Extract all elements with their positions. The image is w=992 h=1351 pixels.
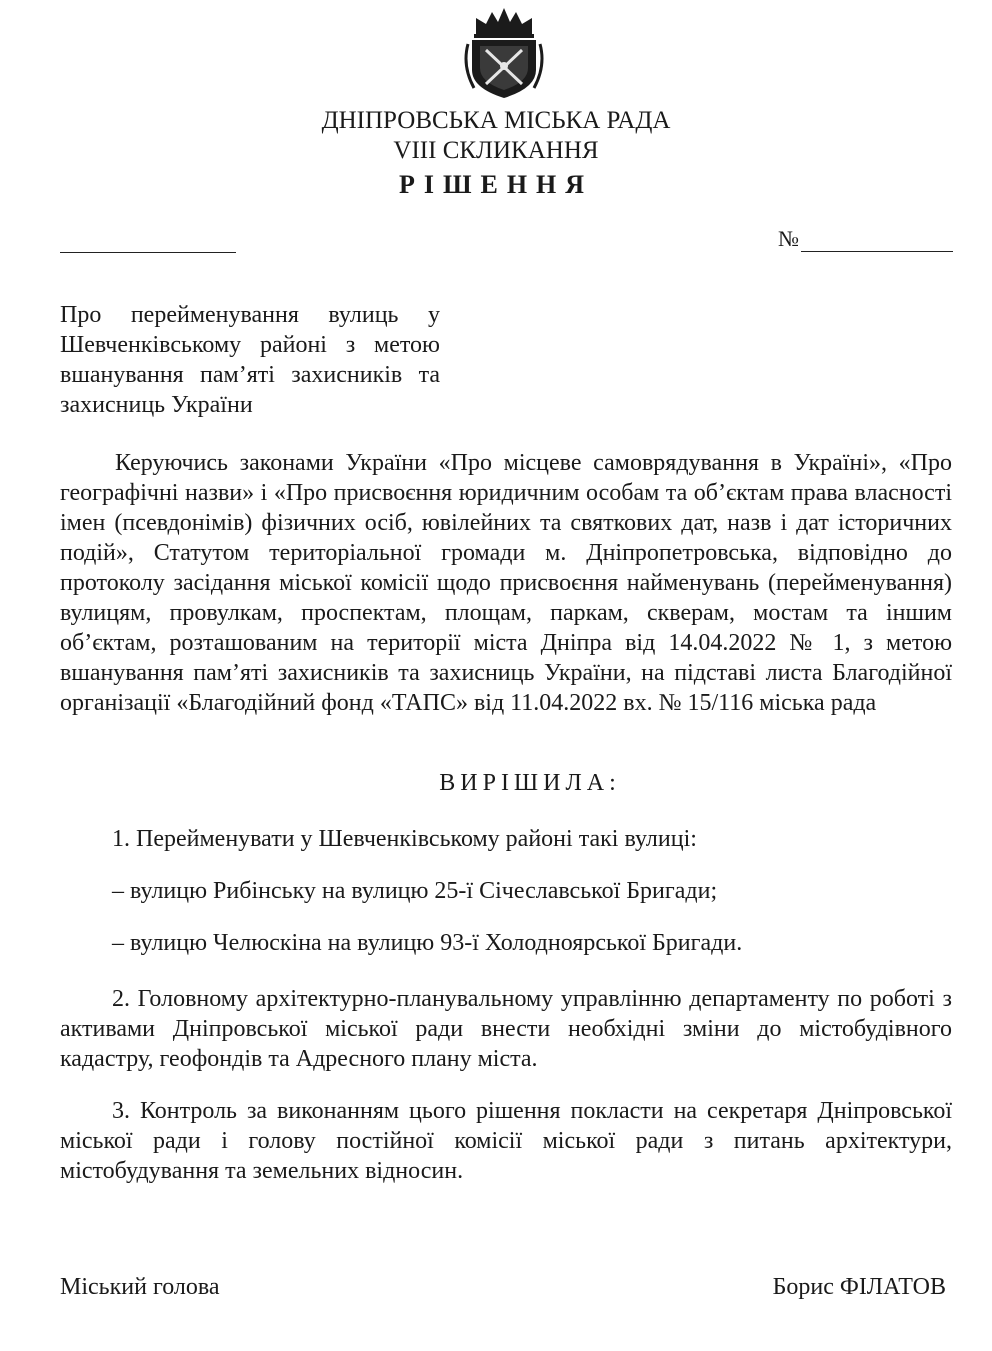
document-subject [60,300,440,420]
city-coat-of-arms-icon [462,4,546,100]
decision-subitem: – вулицю Челюскіна на вулицю 93-ї Холодноярської Бригади. [112,930,743,956]
decision-item-3: 3. Контроль за виконанням цього рішення покласти на секретаря Дніпровської міської ради і голову постійної комісії міської ради з питань архітектури, містобудування та земельних відносин. [60,1098,952,1184]
decision-item-1: 1. Перейменувати у Шевченківському районі такі вулиці: [112,826,697,852]
subject-line: Шевченківському районі з метою [60,332,440,358]
signatory-name: Борис ФІЛАТОВ [772,1274,946,1300]
resolved-heading: ВИРІШИЛА: [439,770,621,796]
number-blank-line [801,231,953,252]
date-blank-line [60,232,236,253]
document-type: РІШЕННЯ [398,170,594,199]
council-name: ДНІПРОВСЬКА МІСЬКА РАДА [321,107,671,134]
decision-item-2: 2. Головному архітектурно-планувальному управлінню департаменту по роботі з активами Дніпровської міської ради внести необхідні зміни до містобудівного кадастру, геофондів та Адресного плану міста. [60,986,952,1072]
convocation: VIII СКЛИКАННЯ [393,137,599,164]
number-label: № [778,226,799,251]
decision-subitem: – вулицю Рибінську на вулицю 25-ї Січеславської Бригади; [112,878,718,904]
preamble-paragraph: Керуючись законами України «Про місцеве самоврядування в Україні», «Про географічні назви» і «Про присвоєння юридичним особам та об’єктам права власності імен (псевдонімів) фізичних осіб, ювілейних та святкових дат, назв і дат історичних подій», Статутом територіальної громади м. Дніпропетровська, відповідно до протоколу засідання міської комісії щодо присвоєння найменувань (перейменування) вулицям, провулкам, проспектам, площам, паркам, скверам, мостам та іншим об’єктам, розташованим на території міста Дніпра від 14.04.2022 № 1, з метою вшанування пам’яті захисників та захисниць України, на підставі листа Благодійної організації «Благодійний фонд «ТАПС» від 11.04.2022 вх. № 15/116 міська рада [60,450,952,716]
subject-line: вшанування пам’яті захисників та [60,362,440,388]
subject-line: захисниць України [60,392,253,418]
subject-line: Про перейменування вулиць у [60,302,440,328]
signatory-title: Міський голова [60,1274,220,1300]
document-number [778,226,953,252]
